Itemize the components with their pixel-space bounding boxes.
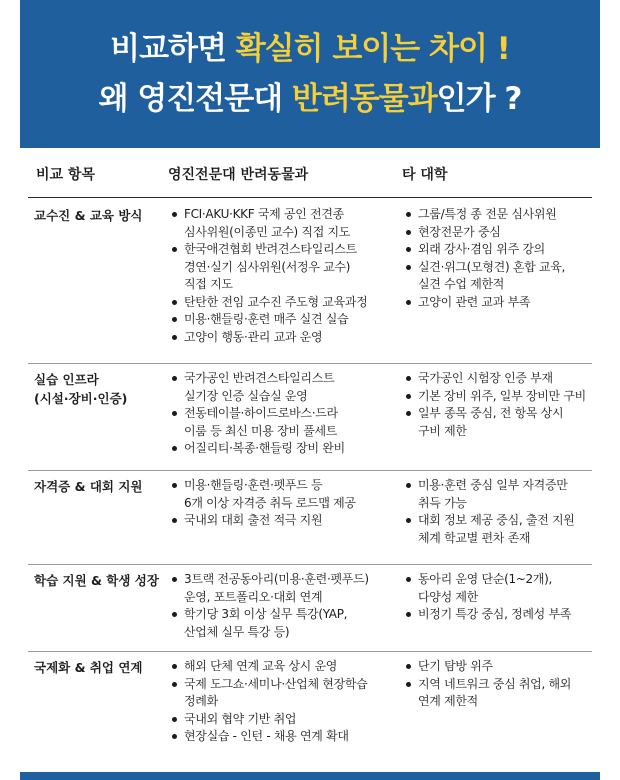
bullet-item [168, 440, 394, 458]
bullet-text: 그룹/특정 종 전문 심사위원 [418, 207, 557, 221]
bullet-text: 현장전문가 중심 [418, 224, 501, 239]
bullet-text: 운영, 포트폴리오·대회 연계 [184, 589, 323, 604]
others-list [402, 477, 592, 547]
comparison-table [28, 150, 592, 743]
bullet-text: 3트랙 전공동아리(미용·훈련·펫푸드) [184, 572, 369, 586]
bullet-text: 어질리티·복종·핸들링 장비 완비 [184, 441, 345, 455]
bullet-text: 외래 강사·겸임 위주 강의 [418, 242, 545, 256]
row-divider [28, 470, 592, 471]
yeungjin-cell [168, 477, 394, 547]
bullet-text: 구비 제한 [418, 423, 467, 438]
bullet-item [168, 294, 394, 312]
bullet-text: 정례화 [184, 694, 218, 708]
bullet-item [168, 370, 394, 405]
bullet-item [168, 571, 394, 606]
row-category [28, 477, 168, 547]
yeungjin-list [168, 571, 394, 641]
banner-highlight: 반려동물과 [291, 81, 437, 117]
bullet-text: 한국애견협회 반려견스타일리스트 [184, 242, 357, 256]
bullet-text: 국가공인 시험장 인증 부재 [418, 371, 553, 385]
others-cell [394, 477, 592, 547]
bullet-text: 국제 도그쇼·세미나·산업체 현장학습 [184, 676, 368, 691]
row-category [28, 206, 168, 346]
bullet-text: 해외 단체 연계 교육 상시 운영 [184, 659, 338, 673]
table-row [28, 206, 592, 346]
bullet-item [168, 477, 394, 512]
bullet-item [402, 606, 592, 624]
bullet-text: FCI·AKU·KKF 국제 공인 전견종 [184, 207, 344, 221]
bullet-text: 동아리 운영 단순(1~2개), [418, 572, 553, 586]
yeungjin-cell [168, 206, 394, 346]
table-row [28, 370, 592, 458]
bullet-text: 기본 장비 위주, 일부 장비만 구비 [418, 388, 586, 403]
bullet-text: 현장실습 - 인턴 - 채용 연계 확대 [184, 729, 349, 743]
bullet-text: 다양성 제한 [418, 589, 478, 604]
table-header [28, 150, 592, 198]
table-row [28, 571, 592, 641]
bullet-item [402, 294, 592, 312]
bullet-text: 비정기 특강 중심, 정례성 부족 [418, 607, 572, 621]
bullet-item [402, 512, 592, 547]
bullet-item [402, 405, 592, 440]
bullet-item [402, 388, 592, 406]
row-divider [28, 564, 592, 565]
banner-text: 인가 ? [436, 81, 522, 117]
bullet-item [168, 606, 394, 641]
table-row [28, 477, 592, 547]
yeungjin-cell [168, 571, 394, 641]
category-text: 실습 인프라 [34, 372, 99, 387]
others-cell [394, 571, 592, 641]
bullet-text: 전동테이블·하이드로바스·드라 [184, 406, 338, 420]
bullet-text: 국가공인 반려견스타일리스트 [184, 371, 335, 385]
bullet-item [168, 676, 394, 711]
header-yeungjin: 영진전문대 반려동물과 [168, 166, 309, 183]
bullet-text: 이룸 등 최신 미용 장비 풀세트 [184, 423, 338, 438]
bullet-text: 직접 지도 [184, 277, 233, 291]
others-list [402, 206, 592, 311]
row-divider [28, 363, 592, 364]
yeungjin-cell [168, 658, 394, 746]
row-category [28, 571, 168, 641]
bullet-text: 체계 학교별 편차 존재 [418, 530, 531, 545]
bullet-item [402, 224, 592, 242]
bullet-text: 미용·핸들링·훈련 매주 실견 실습 [184, 312, 349, 326]
footer-bar [20, 772, 600, 780]
bullet-item [168, 206, 394, 241]
bullet-item [168, 658, 394, 676]
header-compare-item: 비교 항목 [36, 166, 95, 183]
others-list [402, 658, 592, 711]
banner-line-2 [99, 79, 522, 119]
bullet-item [402, 241, 592, 259]
bullet-text: 학기당 3회 이상 실무 특강(YAP, [184, 607, 348, 621]
others-cell [394, 658, 592, 746]
yeungjin-list [168, 206, 394, 346]
title-banner [20, 0, 600, 148]
yeungjin-cell [168, 370, 394, 458]
bullet-item [402, 477, 592, 512]
bullet-text: 국내외 협약 기반 취업 [184, 711, 297, 726]
yeungjin-list [168, 658, 394, 746]
banner-text: 비교하면 [110, 31, 236, 67]
category-text: 교수진 & 교육 방식 [34, 208, 143, 223]
bullet-item [402, 370, 592, 388]
bullet-text: 지역 네트워크 중심 취업, 해외 [418, 676, 572, 691]
bullet-text: 미용·훈련 중심 일부 자격증만 [418, 478, 568, 492]
category-text: 국제화 & 취업 연계 [34, 660, 143, 675]
bullet-item [168, 241, 394, 294]
row-category [28, 370, 168, 458]
bullet-text: 심사위원(이종민 교수) 직접 지도 [184, 224, 351, 239]
bullet-item [168, 329, 394, 347]
table-row [28, 658, 592, 746]
bullet-text: 국내외 대회 출전 적극 지원 [184, 513, 323, 527]
row-divider [28, 651, 592, 652]
bullet-text: 단기 탐방 위주 [418, 659, 493, 673]
yeungjin-list [168, 370, 394, 458]
banner-line-1 [110, 29, 510, 69]
bullet-text: 취득 가능 [418, 495, 467, 510]
bullet-item [168, 711, 394, 729]
bullet-item [168, 512, 394, 530]
bullet-item [168, 405, 394, 440]
others-list [402, 370, 592, 440]
bullet-text: 6개 이상 자격증 취득 로드맵 제공 [184, 495, 356, 510]
bullet-text: 대회 정보 제공 중심, 출전 지원 [418, 513, 575, 527]
bullet-item [168, 311, 394, 329]
bullet-item [402, 206, 592, 224]
category-text: 학습 지원 & 학생 성장 [34, 573, 159, 588]
bullet-text: 탄탄한 전임 교수진 주도형 교육과정 [184, 294, 368, 309]
bullet-text: 일부 종목 중심, 전 항목 상시 [418, 406, 564, 420]
banner-text: 왜 영진전문대 [98, 81, 292, 117]
bullet-item [402, 571, 592, 606]
bullet-text: 실견 수업 제한적 [418, 277, 505, 291]
others-cell [394, 206, 592, 346]
bullet-text: 경연·실기 심사위원(서정우 교수) [184, 259, 351, 274]
bullet-text: 실기장 인증 실습실 운영 [184, 388, 308, 403]
bullet-text: 산업체 실무 특강 등) [184, 624, 290, 639]
bullet-text: 미용·핸들링·훈련·펫푸드 등 [184, 478, 323, 492]
row-category [28, 658, 168, 746]
others-cell [394, 370, 592, 458]
bullet-item [402, 658, 592, 676]
category-text: 자격증 & 대회 지원 [34, 479, 143, 494]
bullet-text: 연계 제한적 [418, 694, 478, 708]
bullet-item [402, 259, 592, 294]
bullet-text: 실견·위그(모형견) 혼합 교육, [418, 259, 566, 274]
header-other-universities: 타 대학 [402, 166, 448, 183]
others-list [402, 571, 592, 624]
bullet-text: 고양이 행동·관리 교과 운영 [184, 329, 323, 344]
yeungjin-list [168, 477, 394, 530]
banner-highlight: 확실히 보이는 차이 ! [235, 31, 510, 67]
bullet-item [402, 676, 592, 711]
bullet-text: 고양이 관련 교과 부족 [418, 294, 531, 309]
bullet-item [168, 728, 394, 746]
category-text: (시설·장비·인증) [34, 391, 128, 406]
